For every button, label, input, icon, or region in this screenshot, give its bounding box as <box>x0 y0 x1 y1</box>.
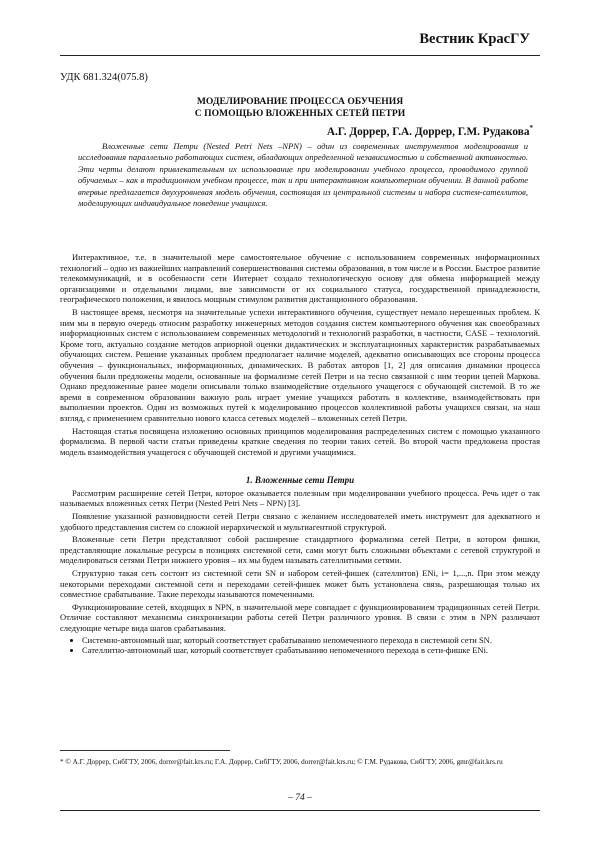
section-paragraph-4: Структурно такая сеть состоит из системной сети SN и набором сетей-фишек (сателлитов) ENi, i= 1,...,n. При этом между некоторыми переходами системной сети и переходами сетей-фишек может быть установлена связь, разрешающая только их совместное срабатывание. Такие переходы называются помеченными. <box>60 568 540 600</box>
intro-paragraph-2: В настоящее время, несмотря на значительные успехи интерактивного обучения, существует немало нерешенных проблем. К ним мы в первую очередь относим разработку инженерных методов создания систем компьютерного обучения как своеобразных информационных систем с использованием современных методологий и технологий разработки, в частности, CASE – технологий. Кроме того, актуально создание методов априорной оценки дидактических и эксплуатационных характеристик разрабатываемых обучающих систем. Решение указанных проблем предполагает наличие моделей, адекватно описывающих все стороны процесса обучения – функциональных, информационных, динамических. В работах авторов [1, 2] для описания динамики процесса обучения были предложены модели, основанные на формализме сетей Петри и на тесно связанной с ним теории цепей Маркова. Однако предложенные ранее модели описывали только взаимодействие отдельного учащегося с обучающей системой. В то же время в современном образовании важную роль играет умение учащихся работать в коллективе, взаимодействовать при выполнении проектов. Один из возможных путей к моделированию процессов коллективной работы учащихся связан, на наш взгляд, с применением сравнительно нового класса сетевых моделей – вложенных сетей Петри. <box>60 306 540 423</box>
authors-names: А.Г. Доррер, Г.А. Доррер, Г.М. Рудакова <box>326 125 530 138</box>
section-paragraph-2: Появление указанной разновидности сетей Петри связано с желанием исследователей иметь инструмент для адекватного и удобного представления систем со сложной иерархической и мультиагентной структурой. <box>60 511 540 532</box>
authors-footnote-mark: * <box>529 124 533 132</box>
article-title-line-2: С ПОМОЩЬЮ ВЛОЖЕННЫХ СЕТЕЙ ПЕТРИ <box>194 107 406 119</box>
footer-rule <box>60 810 540 811</box>
intro-paragraph-1: Интерактивное, т.е. в значительной мере самостоятельное обучение с использованием современных информационных технологий – одно из важнейших направлений совершенствования системы образования, в том числе и в России. Быстрое развитие телекоммуникаций, и в особенности сети Интернет создало технологическую основу для обмена информацией между организациями и отдельными лицами, вне зависимости от их социального статуса, государственной принадлежности, географического положения, и явилось мощным стимулом развития дистанционного образования. <box>60 252 540 305</box>
journal-title: Вестник КрасГУ <box>419 31 530 47</box>
udk-code: УДК 681.324(075.8) <box>60 72 148 83</box>
section-paragraph-5: Функционирование сетей, входящих в NPN, в значительной мере совпадает с функционированием традиционных сетей Петри. Отличие составляют механизмы синхронизации работы сетей Петри различного уровня. В связи с этим в NPN различают следующие четыре вида шагов срабатывания. <box>60 601 540 633</box>
article-title-line-1: МОДЕЛИРОВАНИЕ ПРОЦЕССА ОБУЧЕНИЯ <box>196 96 404 107</box>
authors <box>327 124 533 138</box>
article-title <box>60 96 540 119</box>
section-paragraph-3: Вложенные сети Петри представляют собой расширение стандартного формализма сетей Петри, в котором фишки, представляющие локальные ресурсы в позициях системной сети, сами могут быть сложными объектами с сетевой структурой и моделироваться сетями Петри нижнего уровня – их мы будем называть сателлитными сетями. <box>60 534 540 566</box>
list-item: • Системно-автономный шаг, который соответствует срабатыванию непомеченного перехода в системной сети SN. <box>82 635 540 646</box>
header-rule <box>60 55 540 56</box>
abstract: Вложенные сети Петри (Nested Petri Nets –NPN) – один из современных инструментов моделирования и исследования параллельно работающих систем, обладающих определенной независимостью и собственной активностью. Эти черты делают привлекательным их использование при моделировании учебного процесса, проводимого группой обучаемых – как в традиционном учебном процессе, так и при интерактивном компьютерном обучении. В данной работе впервые предлагается двухуровневая модель обучения, состоящая из центральной системы и набора систем-сателлитов, моделирующих индивидуальное поведение учащихся. <box>78 141 528 209</box>
page-number: – 74 – <box>288 793 312 803</box>
intro-paragraph-3: Настоящая статья посвящена изложению основных принципов моделирования распределенных систем с помощью указанного формализма. В первой части статьи приведены краткие сведения по теории таких сетей. Во второй части предложена простая модель взаимодействия учащегося с обучающей системой и другими учащимися. <box>60 425 540 457</box>
list-item: • Сателлитно-автономный шаг, который соответствует срабатыванию непомеченного перехода в сети-фишке ENi. <box>82 645 540 656</box>
section-paragraph-1: Рассмотрим расширение сетей Петри, которое оказывается полезным при моделировании учебного процесса. Речь идет о так называемых вложенных сетях Петри (Nested Petri Nets – NPN) [3]. <box>60 487 540 509</box>
article-body <box>60 252 540 656</box>
section-heading: 1. Вложенные сети Петри <box>245 475 355 486</box>
step-types-list <box>60 635 540 656</box>
footnote: * © А.Г. Доррер, СибГТУ, 2006, dorrer@fait.krs.ru; Г.А. Доррер, СибГТУ, 2006, dorrer@fait.krs.ru; © Г.М. Рудакова, СибГТУ, 2006, gmr@fait.krs.ru <box>60 758 503 766</box>
footnote-rule <box>60 750 230 751</box>
